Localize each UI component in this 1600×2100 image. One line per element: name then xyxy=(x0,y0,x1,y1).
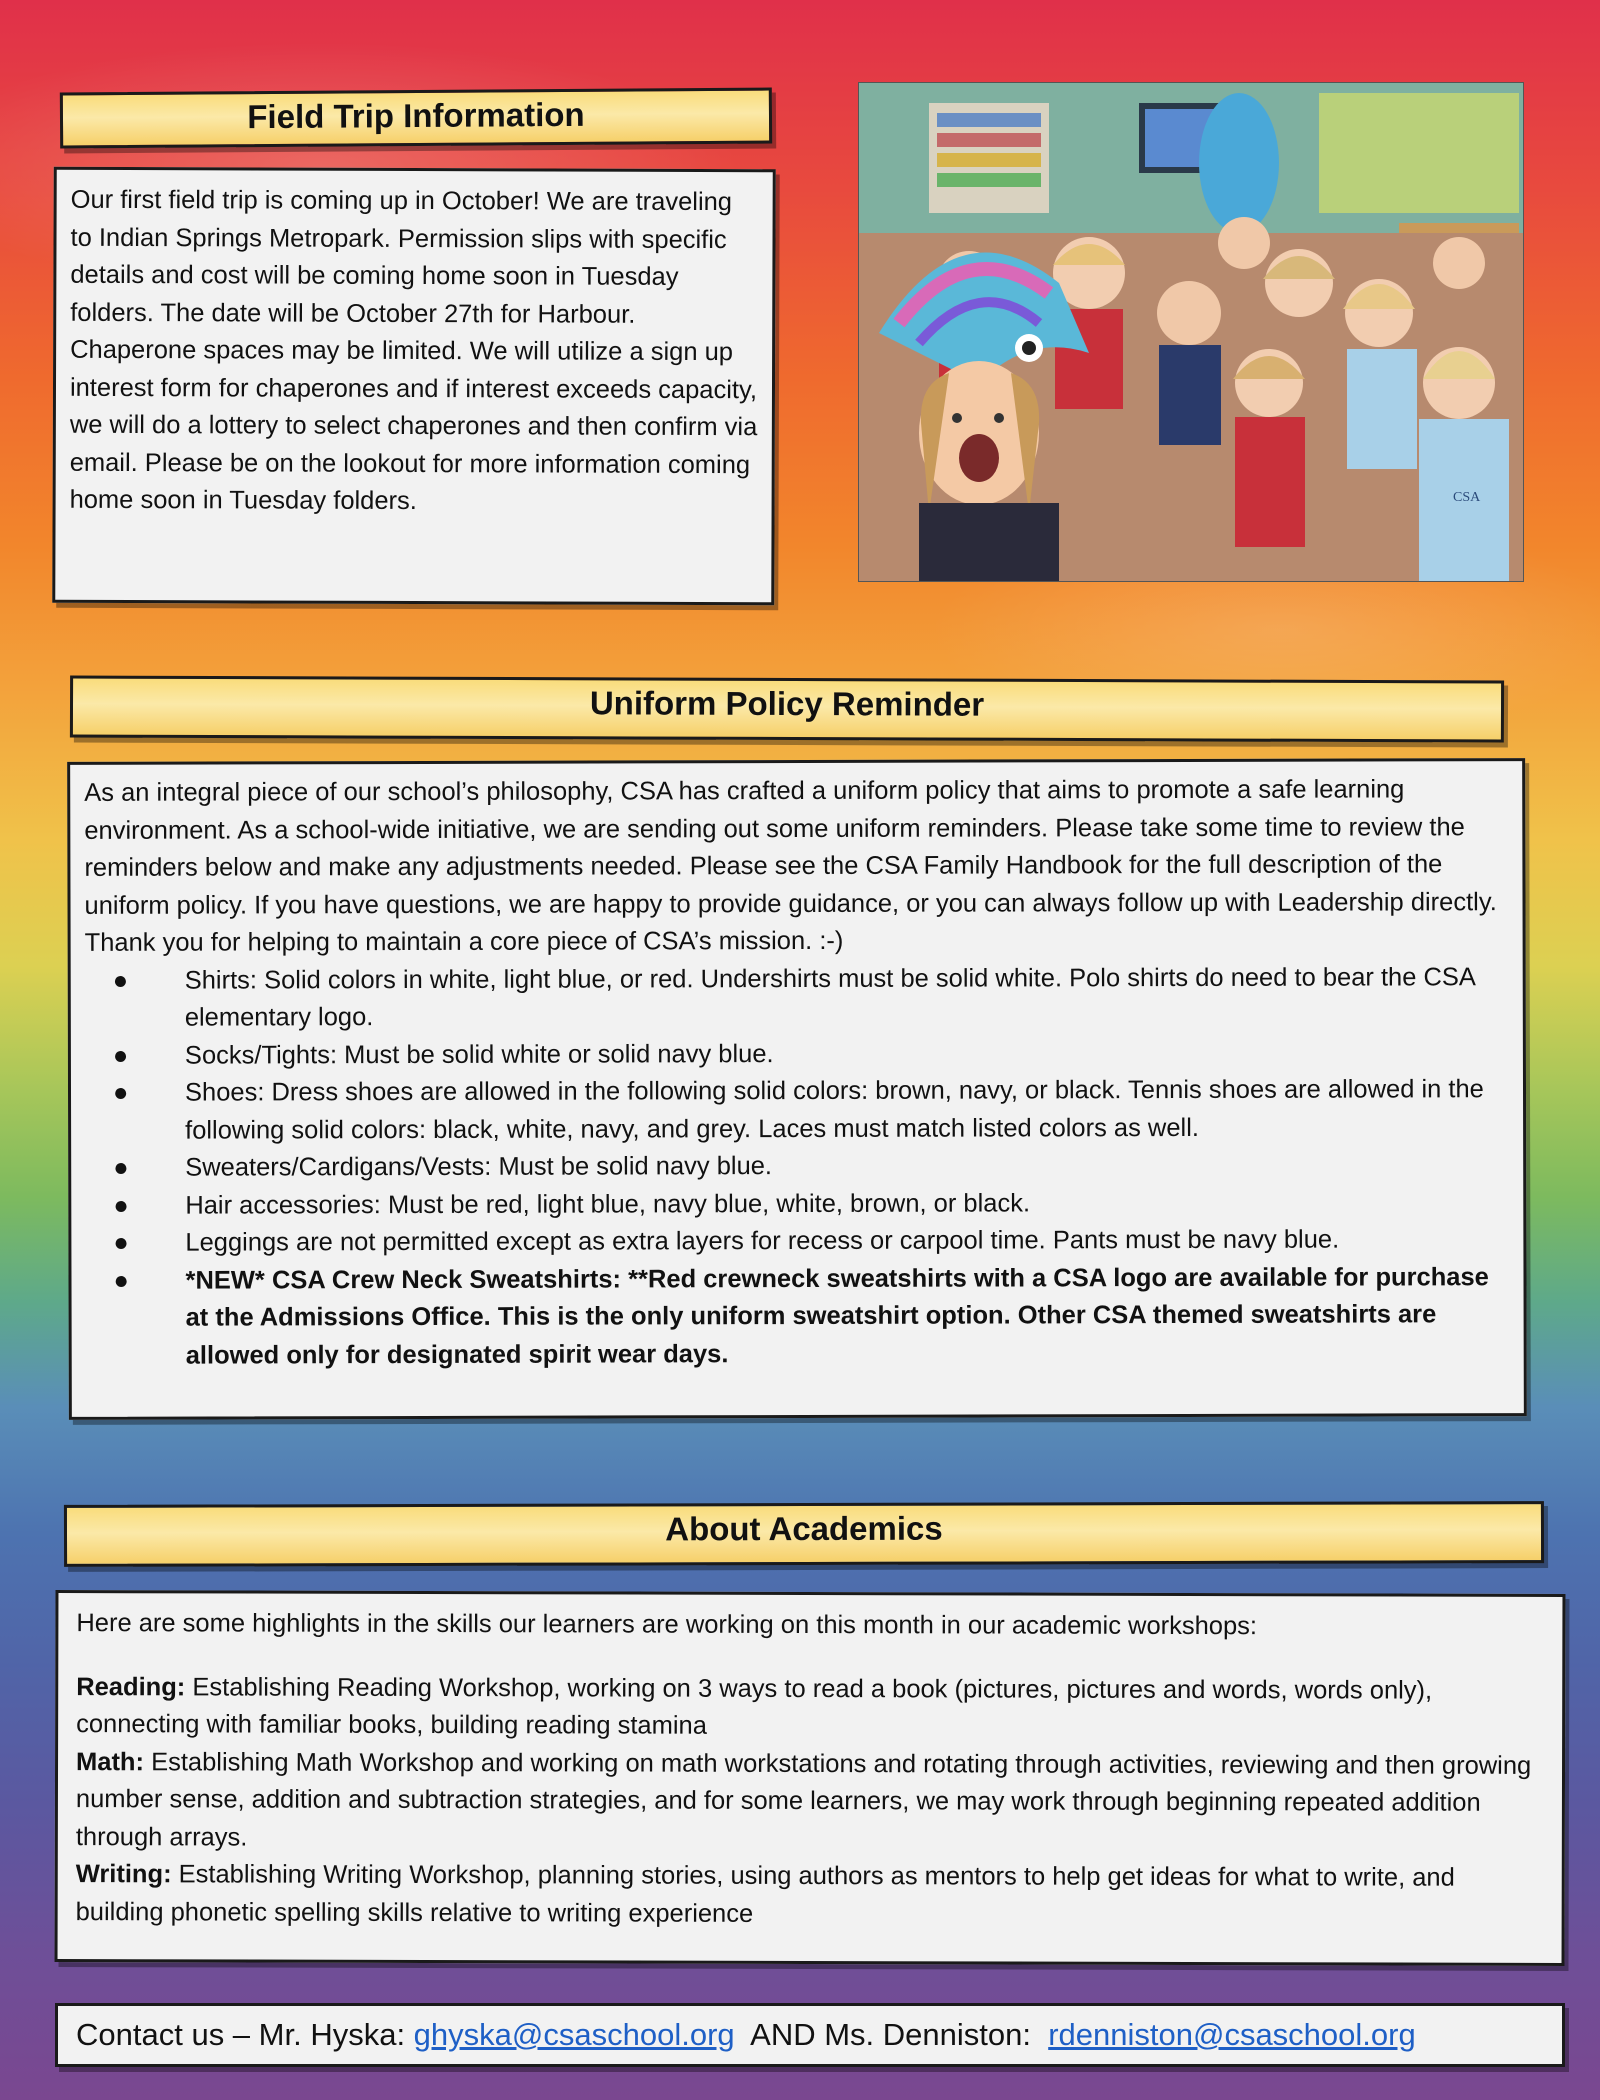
reading-label: Reading: xyxy=(76,1672,186,1701)
rule-text: Shirts: Solid colors in white, light blue, or red. Undershirts must be solid white. Polo shirts do need to bear the CSA elementary logo. xyxy=(184,962,1475,1032)
academics-panel xyxy=(55,1590,1566,1966)
list-item xyxy=(85,1146,1509,1187)
rule-text: *NEW* CSA Crew Neck Sweatshirts: **Red crewneck sweatshirts with a CSA logo are available for purchase at the Admissions Office. This is the only uniform sweatshirt option. Other CSA themed sweatshirts are allowed only for designated spirit wear days. xyxy=(185,1262,1489,1370)
math-label: Math: xyxy=(76,1747,145,1776)
rule-text: Sweaters/Cardigans/Vests: Must be solid navy blue. xyxy=(185,1152,773,1182)
reading-text: Establishing Reading Workshop, working on 3 ways to read a book (pictures, pictures and words, words only), connecting with familiar books, building reading stamina xyxy=(76,1672,1433,1740)
rule-text: Hair accessories: Must be red, light blue, navy blue, white, brown, or black. xyxy=(185,1188,1031,1220)
bullet-icon: ● xyxy=(113,1191,129,1220)
writing-label: Writing: xyxy=(75,1860,172,1889)
field-trip-text: Our first field trip is coming up in October! We are traveling to Indian Springs Metropark. Permission slips with specific details and cost will be coming home soon in Tuesday folders. The date will be October 27th for Harbour. Chaperone spaces may be limited. We will utilize a sign up interest form for chaperones and if interest exceeds capacity, we will do a lottery to select chaperones and then confirm via email. Please be on the lookout for more information coming home soon in Tuesday folders. xyxy=(69,185,758,516)
uniform-rules-list xyxy=(85,959,1510,1375)
academics-heading: About Academics xyxy=(64,1501,1544,1567)
uniform-intro-text: As an integral piece of our school’s philosophy, CSA has crafted a uniform policy that aims to promote a safe learning environment. As a school-wide initiative, we are sending out some uniform reminders. Please take some time to review the reminders below and make any adjustments needed. Please see the CSA Family Handbook for the full description of the uniform policy. If you have questions, we are happy to provide guidance, or you can always follow up with Leadership directly. Thank you for helping to maintain a core piece of CSA’s mission. :-) xyxy=(84,775,1497,957)
field-trip-panel xyxy=(52,167,776,606)
list-item xyxy=(85,959,1509,1038)
uniform-policy-panel xyxy=(67,758,1527,1420)
bullet-icon: ● xyxy=(113,1228,129,1257)
rule-text: Shoes: Dress shoes are allowed in the following solid colors: brown, navy, or black. Tennis shoes are allowed in the following solid colors: black, white, navy, and grey. Laces must match listed colors as well. xyxy=(184,1075,1484,1145)
list-item xyxy=(85,1184,1509,1225)
field-trip-heading: Field Trip Information xyxy=(60,88,772,149)
writing-paragraph xyxy=(76,1856,1544,1935)
writing-text: Establishing Writing Workshop, planning stories, using authors as mentors to help get ideas for what to write, and building phonetic spelling skills relative to writing experience xyxy=(75,1860,1455,1928)
contact-prefix: Contact us – Mr. Hyska: xyxy=(76,2017,414,2052)
rule-text: Leggings are not permitted except as extra layers for recess or carpool time. Pants must be navy blue. xyxy=(185,1225,1340,1257)
list-item xyxy=(85,1221,1509,1262)
contact-bar xyxy=(55,2003,1565,2067)
contact-middle: AND Ms. Denniston: xyxy=(734,2017,1049,2052)
bullet-icon: ● xyxy=(113,1266,129,1295)
bullet-icon: ● xyxy=(113,1153,129,1182)
math-text: Establishing Math Workshop and working on math workstations and rotating through activities, reviewing and then growing number sense, addition and subtraction strategies, and for some learners, we may work through beginning repeated addition through arrays. xyxy=(75,1747,1532,1852)
class-photo-illustration xyxy=(859,83,1524,582)
email-link-denniston[interactable]: rdenniston@csaschool.org xyxy=(1048,2017,1416,2052)
shirt-logo-text: CSA xyxy=(1453,490,1481,505)
class-photo xyxy=(858,82,1524,582)
uniform-policy-heading: Uniform Policy Reminder xyxy=(70,675,1504,742)
bullet-icon: ● xyxy=(112,966,129,995)
math-paragraph xyxy=(76,1744,1544,1860)
academics-intro-text: Here are some highlights in the skills our learners are working on this month in our academic workshops: xyxy=(76,1609,1258,1641)
list-item xyxy=(85,1259,1509,1375)
reading-paragraph xyxy=(76,1669,1544,1748)
list-item xyxy=(85,1071,1509,1150)
list-item xyxy=(85,1034,1509,1075)
email-link-hyska[interactable]: ghyska@csaschool.org xyxy=(413,2017,735,2052)
bullet-icon: ● xyxy=(112,1041,129,1070)
bullet-icon: ● xyxy=(112,1078,129,1107)
rule-text: Socks/Tights: Must be solid white or solid navy blue. xyxy=(184,1039,774,1070)
